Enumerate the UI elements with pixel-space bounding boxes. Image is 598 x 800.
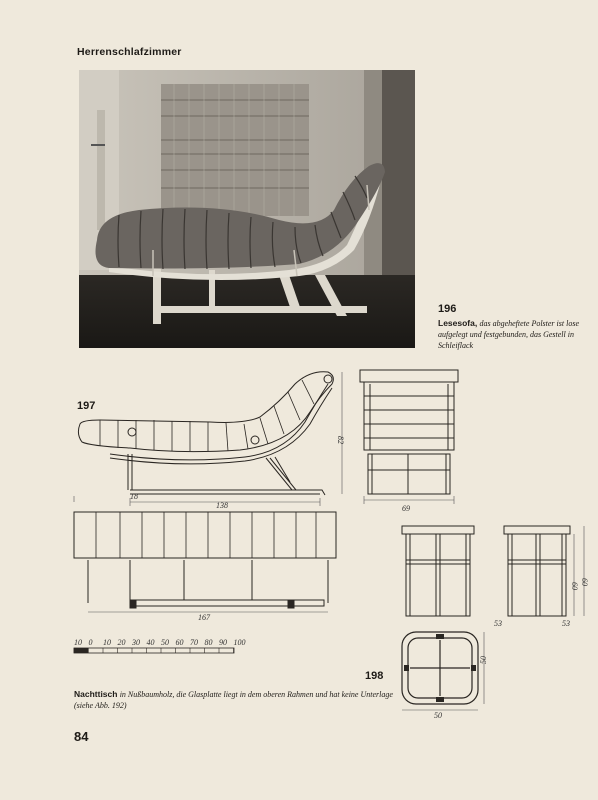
dim-top-length: 167	[198, 613, 210, 622]
scale-bar	[72, 636, 246, 660]
dim-plan-width: 50	[434, 711, 442, 720]
dim-side-height: 60	[580, 578, 589, 586]
scale-label: 60	[175, 638, 184, 647]
figure-198-text: in Nußbaumholz, die Glasplatte liegt in dem oberen Rahmen und hat keine Unterlage (siehe Abb. 192)	[74, 690, 393, 710]
figure-197-number: 197	[77, 400, 96, 412]
scale-label: 90	[219, 638, 227, 647]
scale-label: 30	[132, 638, 140, 647]
figure-198-caption	[74, 689, 404, 711]
page-number: 84	[74, 729, 89, 744]
dim-side-right: 53	[562, 619, 570, 628]
sofa-photograph	[79, 70, 415, 348]
nightstand-side-elevation	[492, 522, 592, 632]
figure-196-caption	[438, 318, 582, 351]
figure-196-number: 196	[438, 303, 457, 315]
figure-196-text: das abgeheftete Polster ist lose aufgelegt und festgebunden, das Gestell in Schleiflack	[438, 319, 579, 350]
nightstand-plan-view	[396, 628, 496, 718]
sofa-top-view	[70, 508, 340, 622]
dim-side-left: 53	[494, 619, 502, 628]
scale-label: 10	[103, 638, 111, 647]
section-title: Herrenschlafzimmer	[77, 46, 182, 58]
scale-label: 80	[204, 638, 213, 647]
dim-front-height: 60	[570, 582, 579, 590]
dim-height: 82	[336, 436, 345, 444]
dim-length: 138	[216, 501, 228, 510]
figure-196-title: Lesesofa,	[438, 318, 478, 328]
dim-plan-height: 50	[479, 656, 488, 664]
sofa-end-elevation	[350, 362, 470, 512]
dim-small: 18	[130, 492, 138, 501]
scale-label: 70	[190, 638, 198, 647]
dim-depth: 69	[402, 504, 410, 513]
scale-label: 100	[233, 638, 246, 647]
scale-label: 0	[88, 638, 93, 647]
sofa-side-elevation	[70, 362, 345, 512]
figure-198-number: 198	[365, 670, 384, 682]
scale-label: 10	[74, 638, 82, 647]
figure-198-title: Nachttisch	[74, 689, 118, 699]
nightstand-front-elevation	[398, 522, 480, 626]
scale-label: 50	[161, 638, 169, 647]
scale-label: 20	[117, 638, 126, 647]
scale-label: 40	[146, 638, 155, 647]
